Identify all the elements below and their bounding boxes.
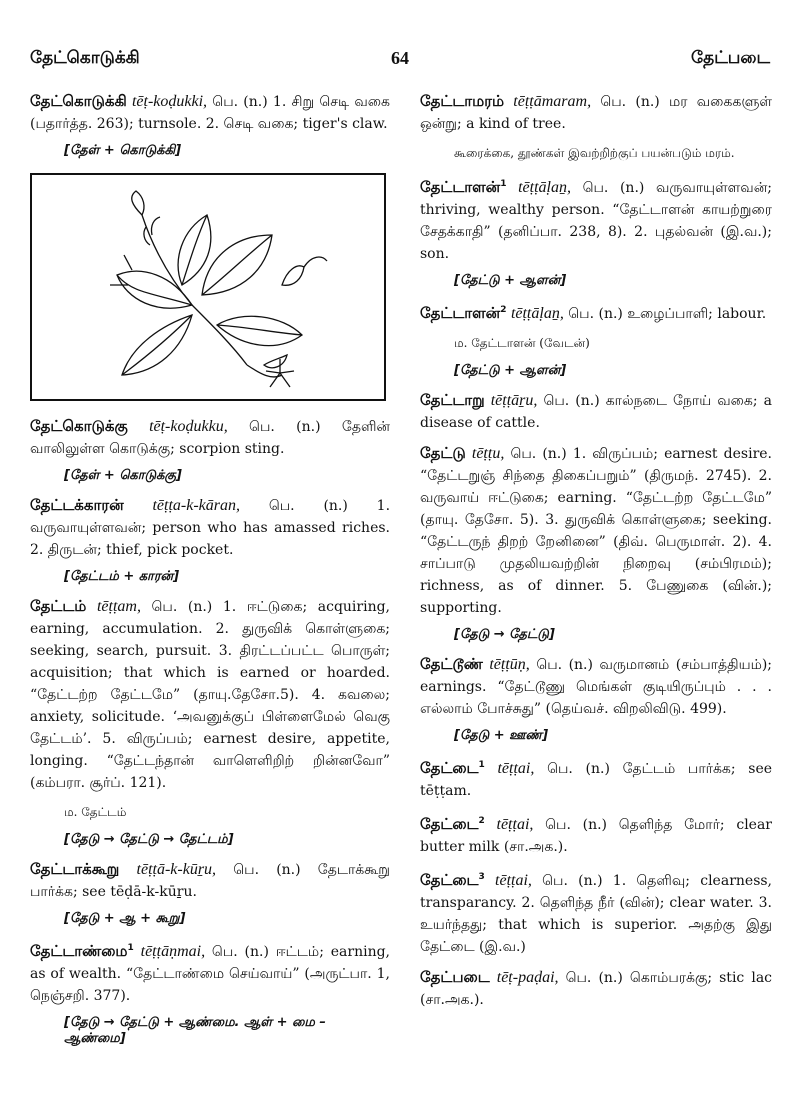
entry-definition: பெ. (n.) உழைப்பாளி; labour. — [568, 306, 767, 322]
entry-headword — [30, 597, 86, 615]
headword-text: தேட்டாண்மை — [30, 942, 128, 960]
dictionary-entry — [420, 299, 772, 325]
dictionary-entry — [420, 90, 772, 135]
entry-headword — [30, 92, 127, 110]
headword-text: தேட்டாளன் — [420, 178, 501, 196]
entry-definition: பெ. (n.) கால்நடை நோய் வகை; a disease of cattle. — [420, 393, 772, 431]
running-head-right: தேட்படை — [691, 48, 770, 68]
dictionary-entry — [420, 442, 772, 619]
dictionary-entry — [420, 389, 772, 434]
dictionary-entry — [30, 90, 390, 135]
entry-headword — [420, 444, 466, 462]
entry-definition: பெ. (n.) 1. விருப்பம்; earnest desire. “தேட்டறுஞ் சிந்தை திகைப்பறும்” (திருமந். 2745). 2. வருவாய் ஈட்டுகை; earning. “தேட்டற்ற தேட்டமே” (தாயு. தேசோ. 5). 3. துருவிக் கொள்ளுகை; seeking. “தேட்டருந் திறற் றேனினை” (திவ். பெருமாள். 2). 4. சாப்பாடு முதலியவற்றின் நிறைவு (சம்பிரமம்); richness, as of dinner. 5. பேணுகை (வின்.); supporting. — [420, 446, 773, 616]
headword-text: தேட்கொடுக்கு — [30, 417, 128, 435]
entry-definition: பெ. (n.) 1. ஈட்டுகை; acquiring, earning, accumulation. 2. துருவிக் கொள்ளுகை; seeking, search, pursuit. 3. திரட்டப்பட்ட பொருள்; acquisition; that which is earned or hoarded. “தேட்டற்ற தேட்டமே” (தாயு.தேசோ.5). 4. கவலை; anxiety, solicitude. ‘அவனுக்குப் பிள்ளைமேல் வெகு தேட்டம்’. 5. விருப்பம்; earnest desire, appetite, longing. “தேட்டந்தான் வாளெளிறிற் றின்னவோ” (கம்பரா. சூர்ப். 121). — [30, 599, 390, 791]
entry-transliteration: tēṭṭā-k-kūṟu, — [136, 861, 217, 878]
homonym-number: 2 — [500, 305, 507, 315]
entry-headword — [30, 496, 124, 514]
entry-definition: பெ. (n.) வருமானம் (சம்பாத்தியம்); earnings. “தேட்டூணு மெங்கள் குடியிருப்பும் . . . எல்லாம் போச்சுது” (தெய்வச். விறலிவிடு. 499). — [420, 657, 773, 717]
homonym-number: 3 — [478, 872, 485, 882]
plant-drawing — [32, 175, 384, 399]
headword-text: தேட்கொடுக்கி — [30, 92, 127, 110]
plant-illustration — [30, 173, 386, 401]
dictionary-entry — [30, 858, 390, 903]
entry-definition: பெ. (n.) தேட்டம் பார்க்க; see tēṭṭam. — [420, 761, 773, 799]
entry-definition: பெ. (n.) தேளின் வாலிலுள்ள கொடுக்கு; scorpion sting. — [30, 419, 391, 457]
cognate-note: ம. தேட்டாளன் (வேடன்) — [454, 336, 590, 350]
entry-definition: பெ. (n.) கொம்பரக்கு; stic lac (சா.அக.). — [420, 970, 773, 1008]
entry-headword — [420, 655, 483, 673]
entry-transliteration: tēṭṭāṟu, — [490, 392, 538, 409]
dictionary-entry — [30, 415, 390, 460]
etymology: [தேடு → தேட்டு + ஆண்மை. ஆள் + மை – ஆண்மை] — [64, 1015, 326, 1046]
entry-definition: பெ. (n.) வருவாயுள்ளவன்; thriving, wealthy person. “தேட்டாளன் காயற்றுரை சேதக்காதி” (தனிப்பா. 238, 8). 2. புதல்வன் (இ.வ.); son. — [420, 180, 773, 262]
entry-definition: பெ. (n.) 1. சிறு செடி வகை (பதார்த்த. 263); turnsole. 2. செடி வகை; tiger's claw. — [30, 94, 391, 132]
cognate-note: ம. தேட்டம் — [64, 805, 127, 819]
entry-headword — [420, 391, 485, 409]
page-header — [30, 48, 770, 78]
entry-headword — [30, 417, 128, 435]
etymology: [தேள் + கொடுக்கி] — [64, 143, 182, 158]
headword-text: தேட்டூண் — [420, 655, 483, 673]
headword-text: தேட்டை — [420, 815, 479, 833]
entry-transliteration: tēṭṭūṇ, — [489, 656, 530, 673]
entry-headword — [420, 304, 506, 322]
entry-transliteration: tēṭṭāmaram, — [513, 93, 592, 110]
left-column — [30, 90, 390, 1057]
dictionary-entry — [420, 966, 772, 1011]
entry-transliteration: tēṭṭu, — [471, 445, 505, 462]
homonym-number: 1 — [500, 179, 507, 189]
entry-transliteration: tēṭ-paḍai, — [496, 969, 559, 986]
entry-headword — [30, 860, 119, 878]
etymology: [தேட்டம் + காரன்] — [64, 569, 180, 584]
entry-headword — [420, 759, 485, 777]
headword-text: தேட்டு — [420, 444, 466, 462]
headword-text: தேட்டாக்கூறு — [30, 860, 120, 878]
etymology: [தேடு + ஆ + கூறு] — [64, 911, 186, 926]
headword-text: தேட்டாளன் — [420, 304, 501, 322]
entry-transliteration: tēṭṭa-k-kāran, — [152, 497, 240, 514]
entry-headword — [420, 92, 504, 110]
etymology: [தேட்டு + ஆளன்] — [454, 273, 567, 288]
etymology: [தேடு + ஊண்] — [454, 728, 549, 743]
etymology: [தேடு → தேட்டு → தேட்டம்] — [64, 832, 234, 847]
right-column — [420, 90, 772, 1019]
headword-text: தேட்டாமரம் — [420, 92, 505, 110]
entry-transliteration: tēṭ-koḍukku, — [149, 418, 228, 435]
entry-definition: பெ. (n.) தெளிந்த மோர்; clear butter milk (சா.அக.). — [420, 817, 772, 855]
dictionary-entry — [420, 653, 772, 720]
headword-text: தேட்டாறு — [420, 391, 485, 409]
dictionary-entry — [420, 810, 772, 858]
entry-transliteration: tēṭṭai, — [497, 760, 535, 777]
dictionary-entry — [30, 937, 390, 1007]
etymology: [தேட்டு + ஆளன்] — [454, 363, 567, 378]
page-number: 64 — [391, 48, 409, 68]
dictionary-entry — [420, 866, 772, 958]
entry-definition: பெ. (n.) ஈட்டம்; earning, as of wealth. “தேட்டாண்மை செய்வாய்” (அருட்பா. 1, நெஞ்சறி. 377). — [30, 944, 391, 1004]
entry-transliteration: tēṭ-koḍukki, — [131, 93, 208, 110]
entry-transliteration: tēṭṭāṇmai, — [140, 943, 206, 960]
etymology: [தேள் + கொடுக்கு] — [64, 468, 182, 483]
entry-headword — [420, 815, 485, 833]
homonym-number: 1 — [127, 943, 134, 953]
entry-definition: பெ. (n.) மர வகைகளுள் ஒன்று; a kind of tree. — [420, 94, 773, 132]
entry-definition: பெ. (n.) 1. தெளிவு; clearness, transparancy. 2. தெளிந்த நீர் (வின்); clear water. 3. உயர்ந்தது; that which is superior. அதற்கு இது தேட்டை (இ.வ.) — [420, 873, 773, 955]
entry-headword — [420, 968, 490, 986]
entry-transliteration: tēṭṭāḷaṉ, — [510, 305, 564, 322]
entry-definition: பெ. (n.) தேடாக்கூறு பார்க்க; see tēḍā-k-kūṟu. — [30, 862, 391, 900]
dictionary-entry — [30, 494, 390, 561]
dictionary-entry — [420, 754, 772, 802]
homonym-number: 1 — [478, 760, 485, 770]
running-head-left: தேட்கொடுக்கி — [30, 48, 140, 68]
entry-transliteration: tēṭṭam, — [96, 598, 141, 615]
headword-text: தேட்டம் — [30, 597, 87, 615]
headword-text: தேட்படை — [420, 968, 490, 986]
entry-definition: பெ. (n.) 1. வருவாயுள்ளவன்; person who has amassed riches. 2. திருடன்; thief, pick pocket. — [30, 498, 391, 558]
headword-text: தேட்டக்காரன் — [30, 496, 124, 514]
etymology: [தேடு → தேட்டு] — [454, 627, 555, 642]
cognate-note: கூரைக்கை, தூண்கள் இவற்றிற்குப் பயன்படும் மரம். — [454, 146, 735, 160]
entry-transliteration: tēṭṭāḷaṉ, — [518, 179, 571, 196]
dictionary-entry — [420, 173, 772, 265]
headword-text: தேட்டை — [420, 871, 479, 889]
entry-headword — [420, 178, 506, 196]
entry-headword — [30, 942, 134, 960]
entry-transliteration: tēṭṭai, — [496, 816, 534, 833]
homonym-number: 2 — [478, 816, 485, 826]
entry-headword — [420, 871, 485, 889]
dictionary-entry — [30, 595, 390, 794]
headword-text: தேட்டை — [420, 759, 479, 777]
entry-transliteration: tēṭṭai, — [495, 872, 532, 889]
